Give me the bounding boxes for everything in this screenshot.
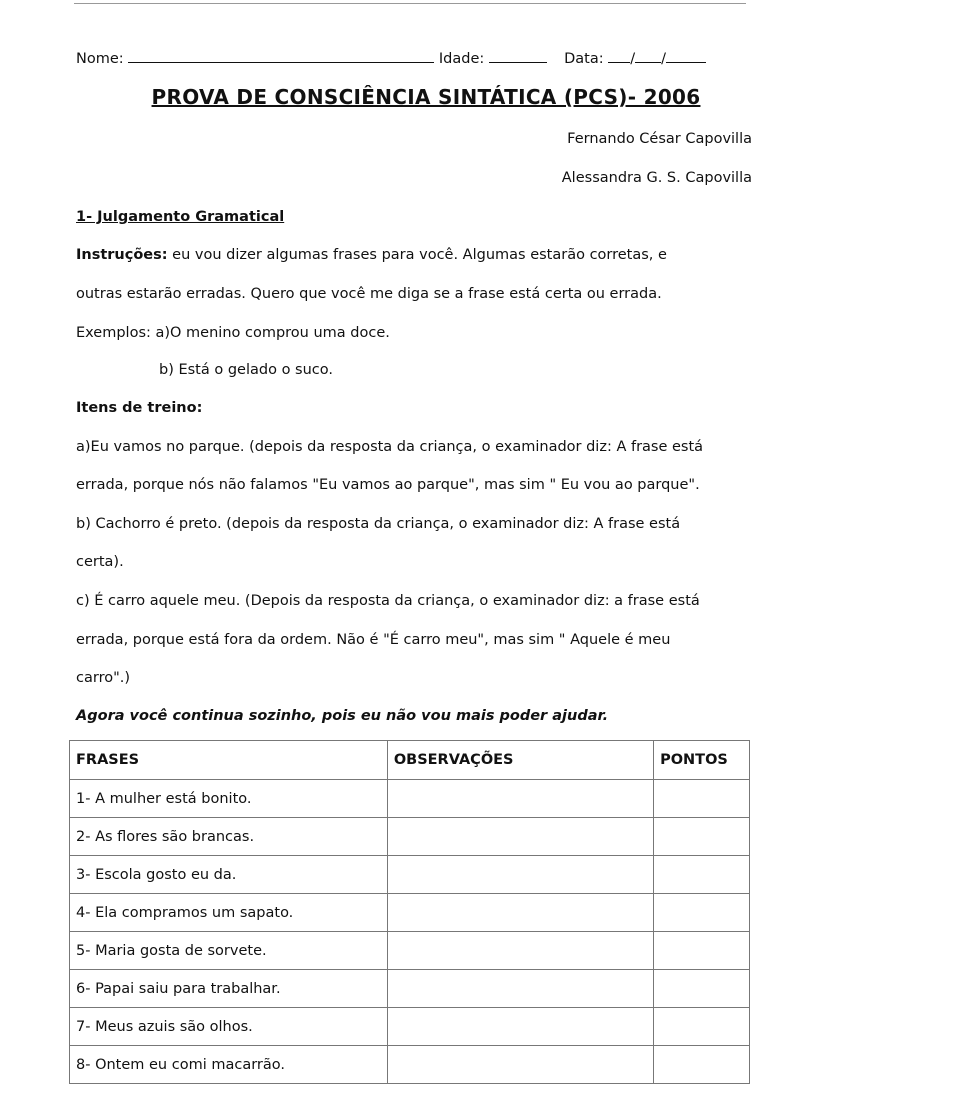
continue-note-row [76, 708, 608, 724]
table-row [70, 780, 750, 818]
table-row [70, 970, 750, 1008]
instructions-line [76, 247, 667, 263]
observation-cell[interactable] [387, 1046, 653, 1084]
instructions-label: Instruções: [76, 247, 168, 263]
section-title-row [76, 209, 284, 225]
date-month-field[interactable] [635, 48, 661, 63]
training-line: b) Cachorro é preto. (depois da resposta da criança, o examinador diz: A frase está [76, 516, 681, 532]
sentence-cell: 5- Maria gosta de sorvete. [70, 932, 388, 970]
age-label: Idade: [438, 51, 485, 67]
observation-cell[interactable] [387, 1008, 653, 1046]
observation-cell[interactable] [387, 856, 653, 894]
table-row [70, 818, 750, 856]
example-a: Exemplos: a)O menino comprou uma doce. [76, 325, 390, 341]
table-row [70, 932, 750, 970]
observation-cell[interactable] [387, 894, 653, 932]
sentence-cell: 8- Ontem eu comi macarrão. [70, 1046, 388, 1084]
training-line: errada, porque está fora da ordem. Não é "É carro meu", mas sim " Aquele é meu [76, 632, 671, 648]
training-label-row [76, 400, 202, 416]
table-row [70, 856, 750, 894]
sentence-cell: 1- A mulher está bonito. [70, 780, 388, 818]
author-1: Fernando César Capovilla [567, 131, 752, 147]
observation-cell[interactable] [387, 970, 653, 1008]
age-field[interactable] [489, 48, 547, 63]
training-line: a)Eu vamos no parque. (depois da resposta da criança, o examinador diz: A frase está [76, 439, 704, 455]
sentence-cell: 2- As flores são brancas. [70, 818, 388, 856]
sentence-cell: 4- Ela compramos um sapato. [70, 894, 388, 932]
training-line: certa). [76, 554, 124, 570]
table-header-row [70, 741, 750, 780]
table-row [70, 1008, 750, 1046]
training-line: c) É carro aquele meu. (Depois da resposta da criança, o examinador diz: a frase está [76, 593, 700, 609]
points-cell[interactable] [654, 970, 750, 1008]
name-label: Nome: [76, 51, 124, 67]
continue-note: Agora você continua sozinho, pois eu não vou mais poder ajudar. [76, 708, 609, 724]
top-rule [74, 3, 746, 4]
table-row [70, 894, 750, 932]
sentence-cell: 7- Meus azuis são olhos. [70, 1008, 388, 1046]
points-cell[interactable] [654, 894, 750, 932]
example-b: b) Está o gelado o suco. [159, 362, 333, 378]
points-cell[interactable] [654, 932, 750, 970]
column-header-pontos: PONTOS [654, 741, 750, 780]
date-label: Data: [564, 51, 604, 67]
column-header-frases: FRASES [70, 741, 388, 780]
table-row [70, 1046, 750, 1084]
points-cell[interactable] [654, 1046, 750, 1084]
observation-cell[interactable] [387, 818, 653, 856]
student-info-row [76, 48, 706, 67]
author-2: Alessandra G. S. Capovilla [561, 170, 752, 186]
name-field[interactable] [128, 48, 434, 63]
observation-cell[interactable] [387, 780, 653, 818]
points-cell[interactable] [654, 856, 750, 894]
instructions-text: eu vou dizer algumas frases para você. Algumas estarão corretas, e [167, 247, 667, 263]
date-day-field[interactable] [608, 48, 630, 63]
observation-cell[interactable] [387, 932, 653, 970]
section-title: 1- Julgamento Gramatical [76, 209, 285, 225]
points-cell[interactable] [654, 818, 750, 856]
date-separator: / [661, 51, 666, 67]
points-cell[interactable] [654, 1008, 750, 1046]
training-line: errada, porque nós não falamos "Eu vamos ao parque", mas sim " Eu vou ao parque". [76, 477, 700, 493]
sentence-cell: 6- Papai saiu para trabalhar. [70, 970, 388, 1008]
sentence-cell: 3- Escola gosto eu da. [70, 856, 388, 894]
instructions-line-2: outras estarão erradas. Quero que você me diga se a frase está certa ou errada. [76, 286, 662, 302]
page-title: PROVA DE CONSCIÊNCIA SINTÁTICA (PCS)- 2006 [151, 85, 701, 109]
column-header-observacoes: OBSERVAÇÕES [387, 741, 653, 780]
date-separator: / [630, 51, 636, 67]
training-line: carro".) [76, 670, 131, 686]
date-year-field[interactable] [666, 48, 706, 63]
training-label: Itens de treino: [76, 400, 203, 416]
points-cell[interactable] [654, 780, 750, 818]
sentences-table [69, 740, 750, 1084]
